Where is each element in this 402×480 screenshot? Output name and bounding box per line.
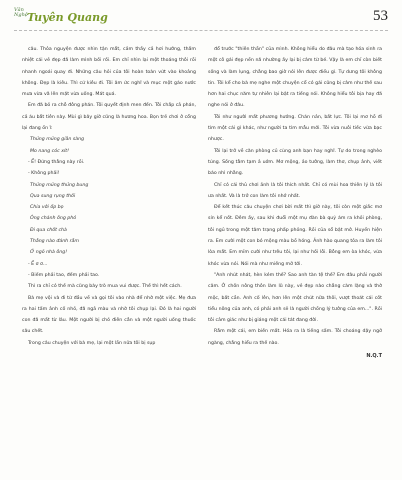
paragraph: Tôi như người mất phương hướng. Chán nản, bất lực. Tôi lại mơ hồ đi tìm một cái gì khác, như người ta tìm mẫu mới. Tôi vừa nuôi tiếc vừa bạc nhược. xyxy=(208,114,382,143)
poem-line: Ở ngõ nhà ông! xyxy=(30,250,68,256)
dialogue-line: - Không phải! xyxy=(28,171,60,177)
paragraph: Em đã bỏ ra chỗ đông phán. Tôi quyết định men đến. Tôi chấp cả phán, cả áu bắt tiên này. Mùi gì bây giờ cũng là hương hoa. Bọn trẻ chơi ở cổng lại đang ồn ĩ: xyxy=(22,103,196,132)
header-divider xyxy=(14,30,388,31)
page-number: 53 xyxy=(373,8,388,24)
paragraph: Trong câu chuyện với bà mẹ, lại một lần nữa tôi bị sụp xyxy=(28,340,156,346)
logo-small-text: Văn Nghệ xyxy=(14,7,28,18)
poem-line: Thằng nào đánh rắm xyxy=(30,239,79,245)
poem-line: Qua sung rụng thối xyxy=(30,193,76,199)
paragraph: Tôi lại trở về căn phòng củ cùng anh bạn hay nghĩ. Tự do trong nghèo túng. Sống tằm tạm ả uớm. Mơ mộng, ảo tưởng, làm thơ, chụp ảnh, viết báo nhì nhằng. xyxy=(208,148,382,177)
dialogue-line: - Ể! Đứng thằng này rồi. xyxy=(28,159,85,165)
poem-line: Mo nang cóc xít! xyxy=(30,148,69,154)
poem-line: Ông chánh ông phó xyxy=(30,216,77,222)
paragraph: Bà mẹ vội và đi từ đầu về và gọi tôi vào nhà để nhờ một việc. Mẹ đưa ra hai tấm ảnh cố nhỏ, đã ngả màu và nhờ tôi chụp lại. Đó là hai người con đã mất từ lâu. Một người bị chó điên cắn và một người uống thuốc sâu chết. xyxy=(22,295,196,335)
author-signature: N.Q.T xyxy=(366,353,382,360)
paragraph: Để kết thúc câu chuyện chơi bời mất thì giờ này, tôi còn một giấc mơ sín kể nốt. Đêm ấy, sau khi đuổi một mụ đàn bà quỷ ám ra khỏi phòng, tôi ngủ trong một tâm trạng phấp phỏng. Rồi của sổ bật mở. Huyền hiện ra. Em cười một con bó mộng màu bồ hóng. Ảnh hào quang tỏa ra làm tôi lòa mắt. Em mỉm cười như trêu tôi, lại như hối lỗi. Bỗng em òa khóc, vừa khóc vừa nói. Nói mà như miếng mỡ tới. xyxy=(208,205,382,267)
dialogue-line: - Biếm phải tao, đếm phải tao. xyxy=(28,272,100,278)
left-column xyxy=(22,44,196,349)
right-column xyxy=(208,44,382,362)
paragraph: Thì ra chỉ có thế mà cũng bày trò mua vui được. Thế thì hết cách. xyxy=(28,284,182,290)
page-header xyxy=(14,6,388,30)
paragraph: đổ trước "thiên thần" của mình. Không hiểu do đâu mà tạo hóa sinh ra một cô gái đẹp nền nã nhường ấy lại bị câm từ bé. Vậy là em chỉ còn biết sống và làm lụng, chẳng bao giờ nói lên được điều gì. Tự dưng tôi không tin. Tôi kể cho bà mẹ nghe một chuyện cổ có gái cũng bị câm như thế sau hơn hai chục năm tự nhiên lại bật ra tiếng nói. Không hiểu tôi bịa hay đã nghe nói ở đâu. xyxy=(208,47,382,109)
logo-title: Tuyên Quang xyxy=(27,11,108,24)
paragraph: câu. Thỏa nguyện được nhìn tận mắt, cảm thấy cả hơi hướng, thấm nhiệt cái vẻ đẹp đã làm mình bối rối. Em chỉ nhìn lại một thoáng thôi rồi nhanh ngoái quay đi. Những câu hỏi của tôi hoàn toàn vứt vào khoảng không. Đẹp là kiêu. Thì cứ kiêu đi. Tôi âm ức nghĩ và mục một gáo nước mưa vừa vã lên mặt vừa uống. Mát quá. xyxy=(22,47,196,98)
paragraph: Rằm một cái, em biến mất. Hóa ra là tiếng sấm. Tôi choáng dậy ngỡ ngàng, chẳng hiểu ra thế nào. xyxy=(208,329,382,346)
poem-line: Chia với ốp bọ xyxy=(30,205,64,211)
dialogue-line: - Ể ơ ơ... xyxy=(28,261,48,267)
poem-line: Đi qua chốt chà xyxy=(30,227,67,233)
paragraph: Chỉ có cái thủ chơi ảnh là tôi thích nhất. Chỉ có mùi hoa thiên lý là tôi ưa nhất. Và là trở con làm tôi nhớ nhất. xyxy=(208,182,382,199)
poem-line: Thủng mủng giần sàng xyxy=(30,137,85,143)
poem-line: Thủng mủng thủng bung xyxy=(30,182,89,188)
paragraph: "Anh nhút nhát, hèn kém thế? Sao anh tàn tệ thế? Em đâu phải người câm. Ở chốn nông thôn làm lũ này, vẻ đẹp nào chẳng càm lặng và thờ mộc, bất cần. Anh cố lên, hơn lên một chút nữa thôi, vượt thoát cái cốt tiểu nông của anh, có phải anh sẽ là người chồng lý tưởng của em...". Rồi tôi cảm giác như bị giáng một cái tát đang đời. xyxy=(208,272,382,324)
